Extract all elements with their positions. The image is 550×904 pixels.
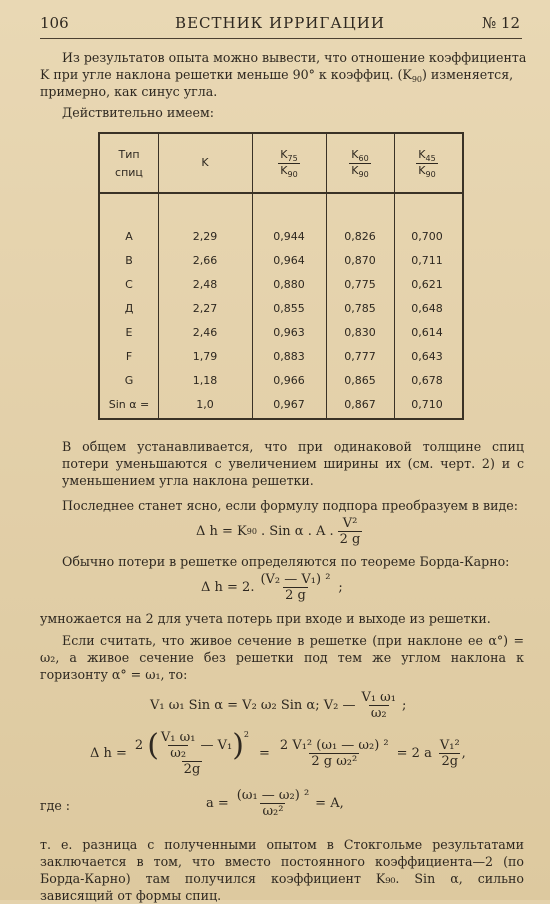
table-cell: 0,964: [273, 254, 305, 267]
table-cell: 0,865: [344, 374, 376, 387]
table-cell: 0,830: [344, 326, 376, 339]
table-cell: 0,944: [273, 230, 305, 243]
indeed-line: Действительно имеем:: [62, 105, 214, 120]
paragraph-multiplied: умножается на 2 для учета потерь при входе и выходе из решетки.: [40, 611, 491, 626]
table-cell: 0,775: [344, 278, 376, 291]
table-cell: 0,967: [273, 398, 305, 411]
table-cell: 0,777: [344, 350, 376, 363]
table-cell: 2,66: [192, 254, 218, 267]
paragraph-borda: Обычно потери в решетке определяются по теореме Борда-Карно:: [62, 554, 510, 569]
table-cell: 0,880: [273, 278, 305, 291]
header-type-line2: спиц: [115, 166, 143, 179]
header-k75-ratio: $\frac{K_{75}}{K_{90}}$: [280, 148, 298, 179]
header-rule: [40, 38, 522, 39]
table-cell: 0,785: [344, 302, 376, 315]
journal-title: ВЕСТНИК ИРРИГАЦИИ: [175, 14, 385, 32]
table-cell: 0,870: [344, 254, 376, 267]
header-k: K: [201, 156, 209, 169]
formula-coefficient-a: a = $\frac{\text{(ω₁ — ω₂) ²}}{\text{ω₂²}}$ = A,: [206, 788, 344, 819]
formula-continuity: V₁ ω₁ Sin α = V₂ ω₂ Sin α; V₂ — $\frac{\text{V₁ ω₁}}{\text{ω₂}}$ ;: [150, 690, 407, 721]
table-cell: 0,826: [344, 230, 376, 243]
table-cell: A: [125, 230, 133, 243]
table-cell: 2,48: [192, 278, 218, 291]
table-cell: C: [125, 278, 133, 291]
table-cell: 2,29: [192, 230, 218, 243]
intro-line-3: примерно, как синус угла.: [40, 84, 218, 99]
table-cell: 0,867: [344, 398, 376, 411]
table-cell: 0,678: [411, 374, 443, 387]
table-cell: Sin α =: [108, 398, 150, 411]
table-cell: G: [124, 374, 134, 387]
page-number: 106: [40, 14, 69, 32]
table-cell: 0,614: [411, 326, 443, 339]
table-cell: 2,46: [192, 326, 218, 339]
formula-head-loss-expanded: Δ h = 2 ( $\frac{\text{V₁ ω₁}}{\text{ω₂}}$ — V₁ ) 2 2g = $\frac{\text{2 V₁² (ω₁ — ω₂) ²}}{\text{2 g ω₂²}}$ = 2 a $\frac{\text{V₁²}}{2g}$ ,: [90, 727, 466, 777]
header-k45-ratio: $\frac{K_{45}}{K_{90}}$: [418, 148, 436, 179]
table-cell: 0,711: [411, 254, 443, 267]
table-cell: 0,963: [273, 326, 305, 339]
table-cell: 2,27: [192, 302, 218, 315]
table-cell: 1,18: [192, 374, 218, 387]
table-cell: B: [125, 254, 133, 267]
table-cell: 0,643: [411, 350, 443, 363]
formula-head-loss: Δ h = K 90 . Sin α . A . $\frac{\text{V²}}{2 g}$: [196, 516, 361, 547]
label-where: где :: [40, 798, 71, 813]
table-cell: 0,648: [411, 302, 443, 315]
table-header-rule: [100, 192, 462, 194]
table-cell: 0,710: [411, 398, 443, 411]
table-cell: 0,883: [273, 350, 305, 363]
table-cell: F: [125, 350, 133, 363]
intro-line-2: K при угле наклона решетки меньше 90° к коэффиц. $(K_{90})$ изменяется,: [40, 67, 514, 84]
header-k60-ratio: $\frac{K_{60}}{K_{90}}$: [351, 148, 369, 179]
paragraph-last-clear: Последнее станет ясно, если формулу подпора преобразуем в виде:: [62, 498, 518, 513]
table-cell: Д: [124, 302, 134, 315]
table-cell: 0,855: [273, 302, 305, 315]
table-cell: 1,0: [196, 398, 214, 411]
paragraph-if-consider: Если считать, что живое сечение в решетке (при наклоне ее α°) = ω₂, а живое сечение без решетки под тем же углом наклона к горизонту α° = ω₁, то:: [40, 633, 524, 682]
results-table: [98, 132, 464, 420]
running-header: [40, 14, 520, 38]
header-type-line1: Тип: [118, 148, 140, 161]
table-cell: 0,700: [411, 230, 443, 243]
table-cell: 1,79: [192, 350, 218, 363]
intro-line-1: Из результатов опыта можно вывести, что отношение коэффициента: [62, 50, 527, 65]
table-cell: 0,966: [273, 374, 305, 387]
table-cell: E: [125, 326, 133, 339]
formula-borda-carnot: Δ h = 2. $\frac{\text{(V₂ — V₁) ²}}{2 g}$ ;: [201, 572, 343, 603]
table-cell: 0,621: [411, 278, 443, 291]
paragraph-general: В общем устанавливается, что при одинаковой толщине спиц потери уменьшаются с увеличением ширины их (см. черт. 2) и с уменьшением угла наклона решетки.: [62, 439, 524, 488]
issue-number: № 12: [481, 14, 520, 32]
paragraph-conclusion: т. е. разница с полученными опытом в Стокгольме результатами заключается в том, что вместо постоянного коэффициента—2 (по Борда-Карно) там получился коэффициент K₉₀. Sin α, сильно зависящий от формы спиц.: [40, 837, 524, 903]
